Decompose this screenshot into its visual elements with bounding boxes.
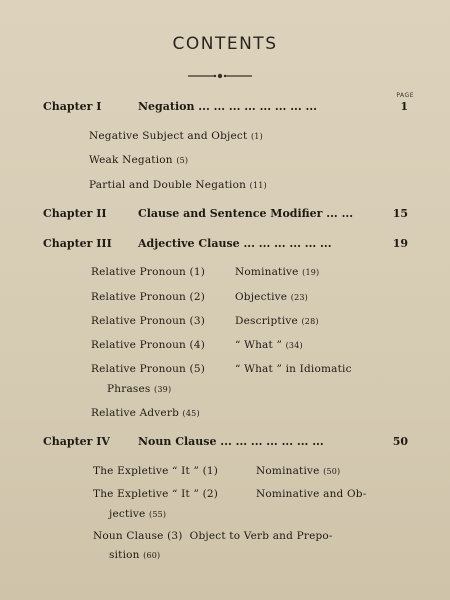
page-number: 19 [392, 237, 408, 250]
toc-chapter-4[interactable] [0, 433, 450, 451]
page-number: 50 [392, 435, 408, 448]
toc-entry-continuation[interactable] [0, 505, 450, 523]
toc-entry[interactable] [0, 336, 450, 354]
chapter-number: Chapter I [43, 100, 102, 113]
entry-ref: (11) [249, 181, 267, 190]
entry-ref: (5) [176, 156, 189, 165]
chapter-title: Clause and Sentence Modifier ... ... [138, 207, 354, 220]
entry-subtitle: “ What ” [235, 339, 283, 351]
toc-entry-continuation[interactable] [0, 546, 450, 564]
toc-entry-continuation[interactable] [0, 380, 450, 398]
entry-ref: (19) [302, 268, 320, 277]
entry-text: Relative Pronoun (3) [91, 315, 206, 327]
entry-ref: (23) [290, 293, 308, 302]
toc-entry[interactable] [0, 151, 450, 169]
toc-entry[interactable] [0, 360, 450, 378]
entry-text: Phrases [107, 383, 151, 395]
chapter-number: Chapter IV [43, 435, 110, 448]
entry-subtitle: Objective [235, 291, 288, 303]
toc-entry[interactable] [0, 527, 450, 545]
chapter-number: Chapter III [43, 237, 112, 250]
toc-entry[interactable] [0, 176, 450, 194]
page-title: CONTENTS [172, 34, 278, 54]
entry-text: Relative Adverb [91, 407, 179, 419]
entry-text: The Expletive “ It ” (1) [93, 465, 219, 477]
toc-entry[interactable] [0, 312, 450, 330]
entry-subtitle: Nominative [235, 266, 299, 278]
entry-text: jective [109, 508, 146, 520]
entry-text: Relative Pronoun (4) [91, 339, 206, 351]
entry-ref: (60) [143, 551, 161, 560]
entry-text: Partial and Double Negation [89, 179, 247, 191]
chapter-number: Chapter II [43, 207, 107, 220]
page-number: 15 [392, 207, 408, 220]
chapter-title: Noun Clause ... ... ... ... ... ... ... [138, 435, 324, 448]
entry-text: sition [109, 549, 140, 561]
chapter-title: Adjective Clause ... ... ... ... ... ... [138, 237, 332, 250]
entry-subtitle: Nominative [256, 465, 320, 477]
entry-text: Negative Subject and Object [89, 130, 248, 142]
entry-ref: (45) [182, 409, 200, 418]
page-column-label: PAGE [396, 92, 414, 99]
chapter-title: Negation ... ... ... ... ... ... ... ... [138, 100, 318, 113]
entry-ref: (34) [285, 341, 303, 350]
toc-entry[interactable] [0, 462, 450, 480]
entry-subtitle: “ What ” in Idiomatic [235, 363, 352, 375]
entry-text: Weak Negation [89, 154, 173, 166]
entry-text: Relative Pronoun (5) [91, 363, 206, 375]
toc-entry[interactable] [0, 404, 450, 422]
page-number: 1 [400, 100, 408, 113]
toc-entry[interactable] [0, 485, 450, 503]
entry-ref: (1) [250, 132, 263, 141]
entry-subtitle: Descriptive [235, 315, 298, 327]
entry-ref: (28) [301, 317, 319, 326]
entry-ref: (39) [154, 385, 172, 394]
toc-entry[interactable] [0, 127, 450, 145]
entry-text: The Expletive “ It ” (2) [93, 488, 219, 500]
toc-chapter-2[interactable] [0, 205, 450, 223]
toc-chapter-3[interactable] [0, 235, 450, 253]
entry-text: Relative Pronoun (1) [91, 266, 206, 278]
ornament-divider [186, 72, 254, 80]
entry-subtitle: Nominative and Ob- [256, 488, 367, 500]
toc-entry[interactable] [0, 288, 450, 306]
entry-ref: (50) [323, 467, 341, 476]
entry-ref: (55) [149, 510, 167, 519]
entry-text: Noun Clause (3) Object to Verb and Prepo- [93, 530, 333, 542]
toc-chapter-1[interactable] [0, 98, 450, 116]
entry-text: Relative Pronoun (2) [91, 291, 206, 303]
toc-entry[interactable] [0, 263, 450, 281]
